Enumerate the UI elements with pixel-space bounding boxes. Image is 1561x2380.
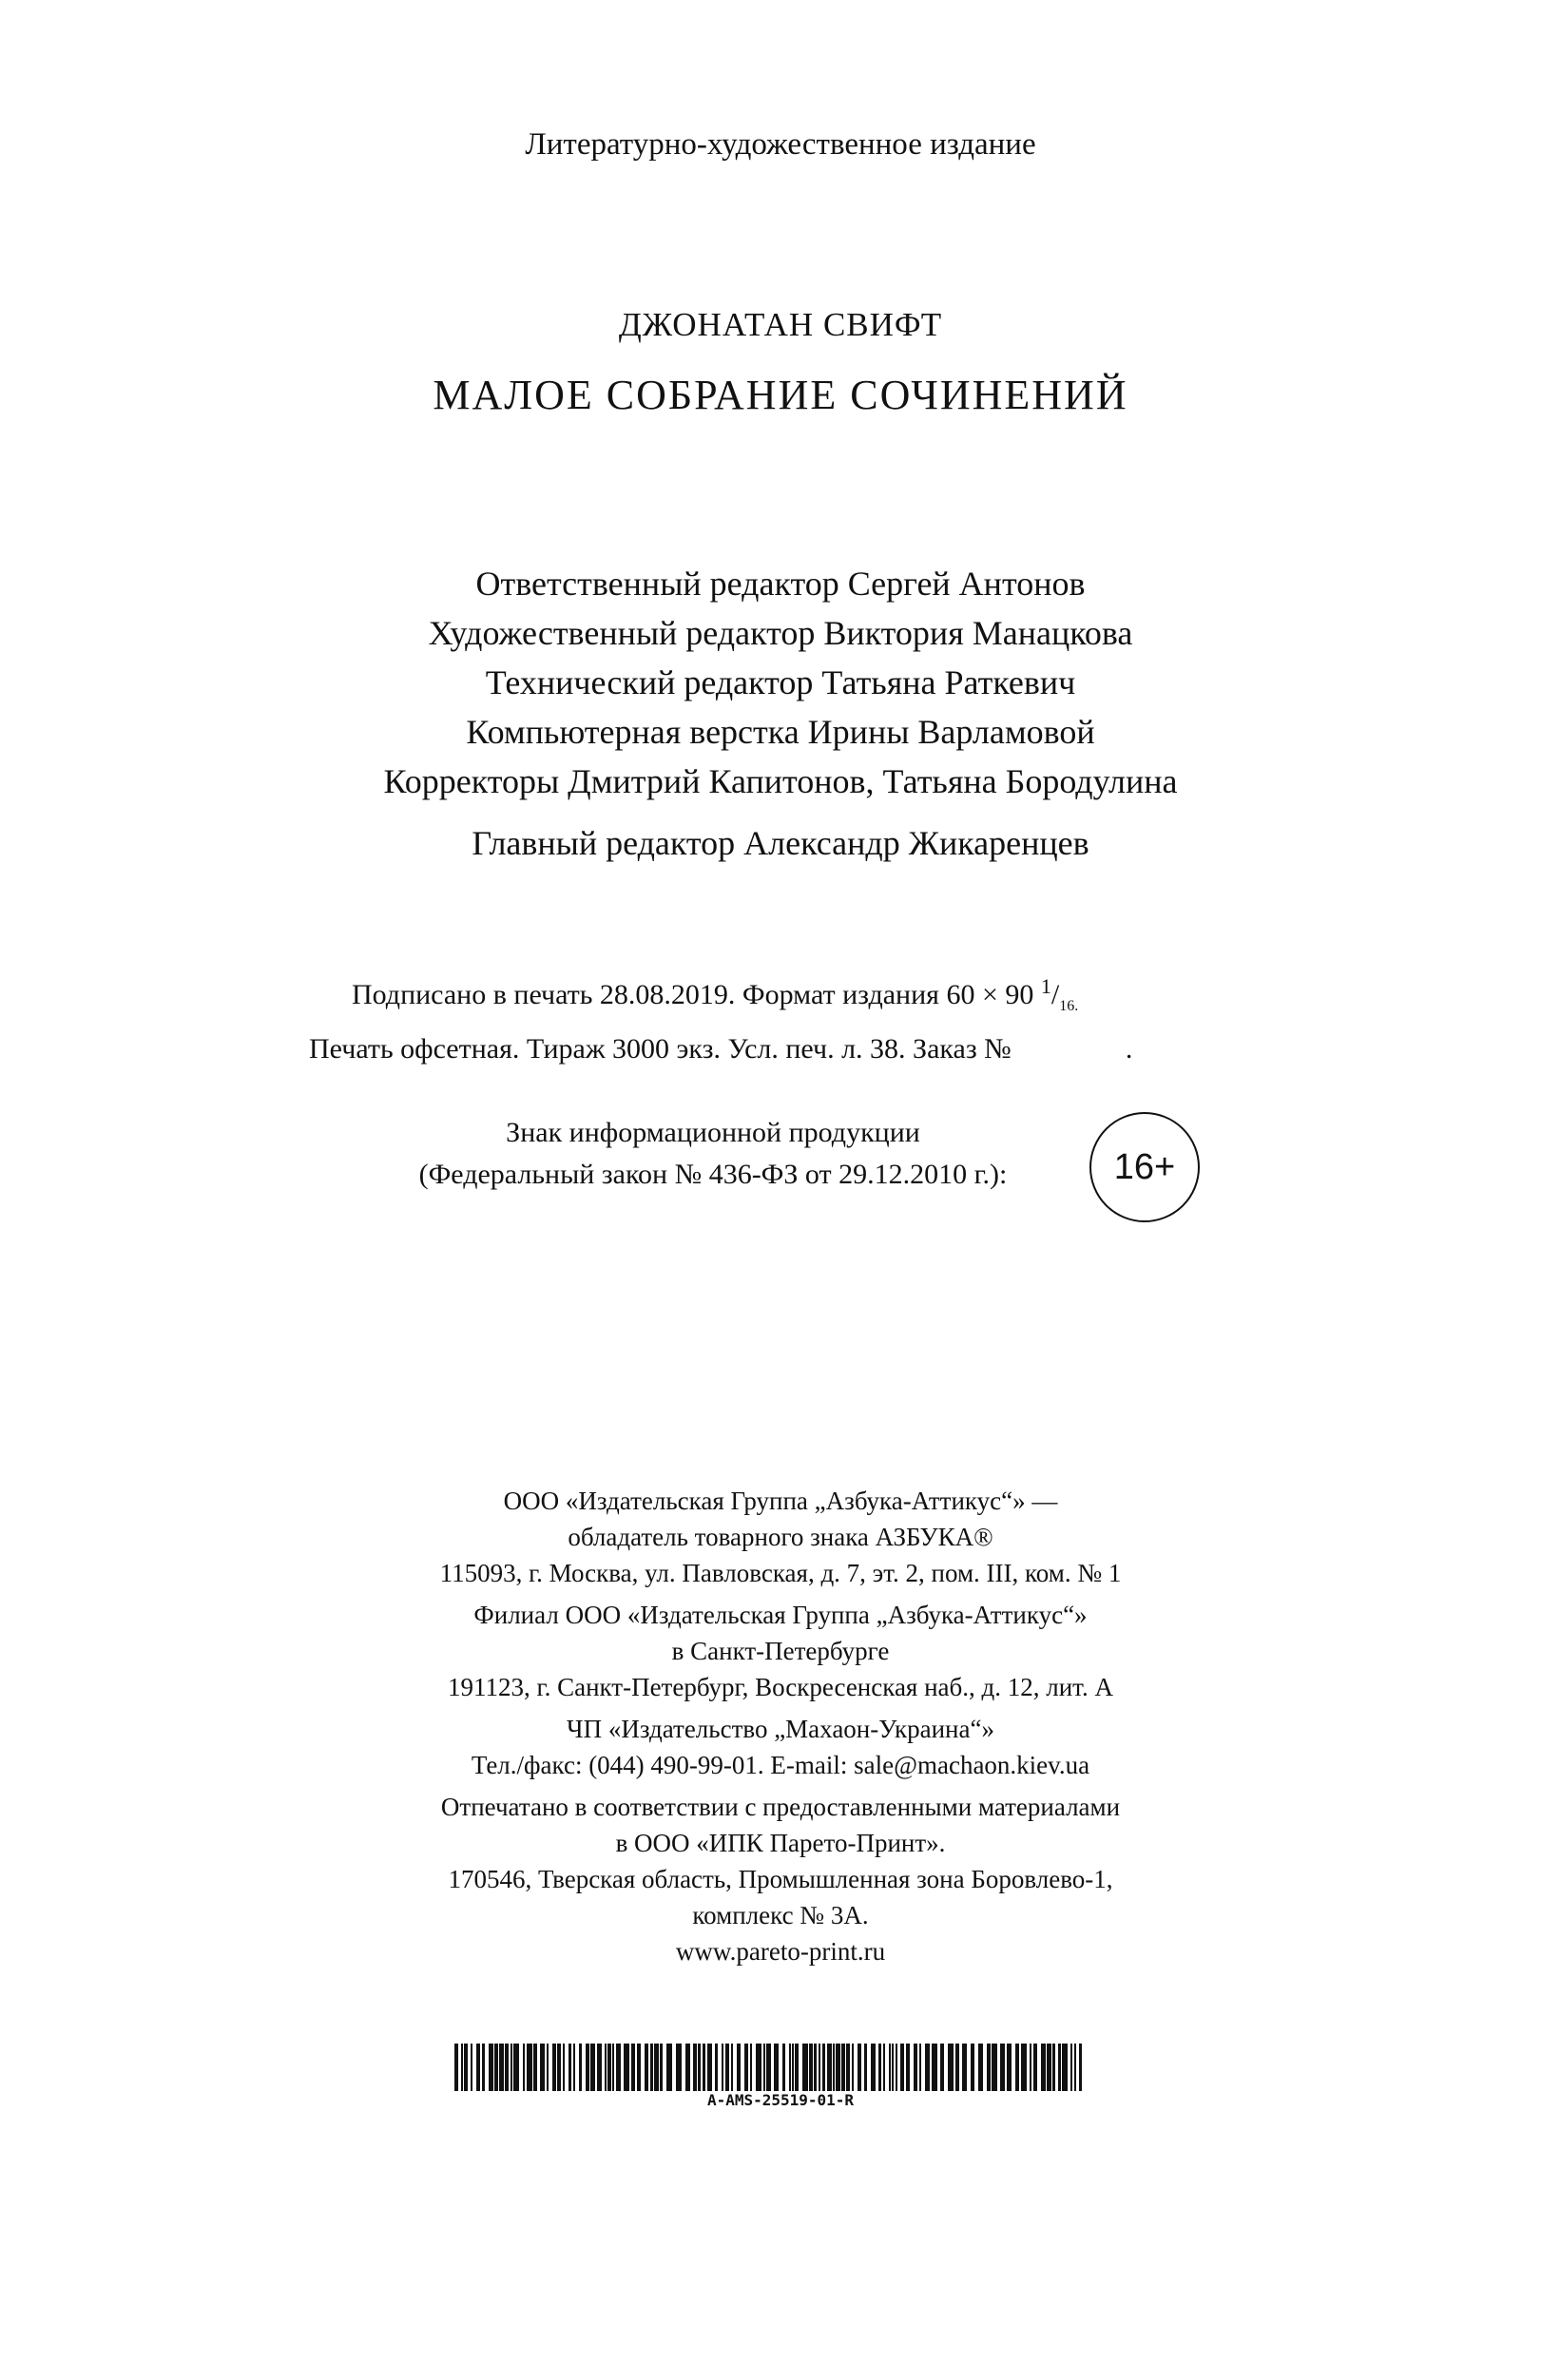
barcode-bar	[607, 2044, 611, 2091]
barcode-bar	[782, 2044, 785, 2091]
barcode-bar	[616, 2044, 621, 2091]
format-numerator: 1	[1040, 974, 1051, 998]
printer-line: Отпечатано в соответствии с предоставленными материалами	[440, 1793, 1121, 1821]
barcode-bar	[992, 2044, 997, 2091]
credit-proofreaders: Корректоры Дмитрий Капитонов, Татьяна Бородулина	[383, 762, 1178, 800]
barcode-bar	[852, 2044, 854, 2091]
book-title	[0, 371, 1561, 419]
barcode-bar	[573, 2044, 575, 2091]
barcode-bar	[605, 2044, 607, 2091]
barcode-bar	[1041, 2044, 1046, 2091]
barcode-bar	[833, 2044, 835, 2091]
barcode-bar	[1047, 2044, 1051, 2091]
barcode-bar	[892, 2044, 894, 2091]
barcode-bar	[814, 2044, 817, 2091]
barcode-bar	[631, 2044, 635, 2091]
branch-line: в Санкт-Петербурге	[671, 1637, 890, 1665]
barcode-bar	[864, 2044, 867, 2091]
format-denominator: 16	[1059, 998, 1075, 1014]
imprint-print-end: .	[1125, 1033, 1133, 1065]
barcode-bar	[795, 2044, 799, 2091]
barcode-bar	[789, 2044, 791, 2091]
barcode-bar	[586, 2044, 589, 2091]
barcode-bar	[612, 2044, 614, 2091]
barcode-bar	[1033, 2044, 1037, 2091]
barcode-bar	[1021, 2044, 1027, 2091]
imprint-block	[0, 965, 1561, 1070]
barcode-bar	[919, 2044, 921, 2091]
barcode-bar	[666, 2044, 672, 2091]
barcode-bar	[756, 2044, 761, 2091]
barcode-bar	[685, 2044, 690, 2091]
barcode-bar	[476, 2044, 480, 2091]
printer-website: www.pareto-print.ru	[675, 1937, 886, 1966]
printer-address: комплекс № 3А.	[692, 1901, 869, 1929]
barcode-bar	[955, 2044, 959, 2091]
age-rating-badge	[1089, 1112, 1200, 1222]
barcode-bar	[494, 2044, 498, 2091]
ukraine-contacts: Тел./факс: (044) 490-99-01. E-mail: sale@machaon.kiev.ua	[471, 1751, 1090, 1779]
barcode-bar	[511, 2044, 512, 2091]
printer-address: 170546, Тверская область, Промышленная зона Боровлево-1,	[448, 1865, 1113, 1893]
barcode-bar	[540, 2044, 545, 2091]
barcode-bar	[827, 2044, 832, 2091]
barcode-bar	[547, 2044, 549, 2091]
publisher-line: ООО «Издательская Группа „Азбука-Аттикус“» —	[503, 1487, 1058, 1515]
barcode-bar	[925, 2044, 930, 2091]
book-title-text: МАЛОЕ СОБРАНИЕ СОЧИНЕНИЙ	[433, 372, 1128, 418]
credit-art-editor: Художественный редактор Виктория Манацкова	[428, 614, 1133, 652]
barcode-bar	[454, 2044, 458, 2091]
barcode-bar	[883, 2044, 885, 2091]
age-rating-block	[0, 1112, 1561, 1226]
barcode-bar	[1007, 2044, 1012, 2091]
barcode-bar	[1058, 2044, 1061, 2091]
barcode-bar	[1070, 2044, 1072, 2091]
barcode-bar	[763, 2044, 765, 2091]
barcode-bar	[750, 2044, 752, 2091]
barcode-bar	[707, 2044, 712, 2091]
barcode-bar	[597, 2044, 602, 2091]
barcode-bar	[822, 2044, 825, 2091]
barcode-bar	[722, 2044, 723, 2091]
barcode-bar	[871, 2044, 876, 2091]
barcode-bar	[858, 2044, 861, 2091]
barcode-bar	[731, 2044, 733, 2091]
barcode-bar	[802, 2044, 808, 2091]
barcode-bar	[932, 2044, 937, 2091]
barcode-bar	[563, 2044, 565, 2091]
barcode-bar	[836, 2044, 840, 2091]
barcode-bar	[900, 2044, 904, 2091]
chief-editor-text: Главный редактор Александр Жикаренцев	[472, 824, 1089, 862]
barcode-bar	[715, 2044, 718, 2091]
barcode-bar	[523, 2044, 525, 2091]
barcode-bar	[693, 2044, 697, 2091]
barcode-bar	[703, 2044, 705, 2091]
barcode-bar	[513, 2044, 519, 2091]
barcode-bar	[774, 2044, 779, 2091]
barcode-bar	[590, 2044, 595, 2091]
age-rating-label-line1: Знак информационной продукции	[506, 1117, 920, 1148]
edition-type-text: Литературно-художественное издание	[525, 127, 1036, 162]
barcode	[454, 2044, 1088, 2091]
barcode-bar	[978, 2044, 983, 2091]
chief-editor	[0, 823, 1561, 863]
branch-address: 191123, г. Санкт-Петербург, Воскресенская наб., д. 12, лит. А	[448, 1673, 1113, 1701]
barcode-bar	[914, 2044, 917, 2091]
credit-technical-editor: Технический редактор Татьяна Раткевич	[485, 663, 1076, 701]
edition-type	[0, 127, 1561, 163]
barcode-bar	[725, 2044, 729, 2091]
barcode-bar	[948, 2044, 954, 2091]
barcode-bar	[650, 2044, 653, 2091]
barcode-bar	[1062, 2044, 1068, 2091]
age-rating-value: 16+	[1113, 1146, 1176, 1187]
publisher-block	[0, 1483, 1561, 1969]
barcode-bar	[557, 2044, 561, 2091]
barcode-bar	[1030, 2044, 1031, 2091]
barcode-bar	[489, 2044, 493, 2091]
barcode-bar	[878, 2044, 881, 2091]
credit-layout: Компьютерная верстка Ирины Варламовой	[466, 713, 1095, 751]
barcode-bar	[841, 2044, 845, 2091]
age-rating-label-line2: (Федеральный закон № 436-ФЗ от 29.12.2010 г.):	[418, 1159, 1008, 1190]
imprint-print-text: Печать офсетная. Тираж 3000 экз. Усл. печ. л. 38. Заказ №	[309, 1033, 1012, 1065]
barcode-bar	[660, 2044, 663, 2091]
barcode-bar	[637, 2044, 641, 2091]
imprint-print-line	[309, 1027, 1260, 1070]
barcode-bar	[987, 2044, 991, 2091]
barcode-bar	[896, 2044, 897, 2091]
imprint-signed-text: Подписано в печать 28.08.2019. Формат издания 60 × 90	[352, 979, 1034, 1010]
author-name	[0, 306, 1561, 344]
publisher-address: 115093, г. Москва, ул. Павловская, д. 7, эт. 2, пом. III, ком. № 1	[439, 1559, 1122, 1587]
barcode-bar	[819, 2044, 820, 2091]
barcode-bar	[766, 2044, 771, 2091]
age-rating-label	[352, 1112, 1074, 1196]
barcode-bar	[1052, 2044, 1055, 2091]
barcode-bar	[579, 2044, 582, 2091]
barcode-bar	[471, 2044, 472, 2091]
format-slash: /	[1050, 979, 1060, 1010]
imprint-signed-line: Подписано в печать 28.08.2019. Формат издания 60 × 90 $^1/_{16.}$	[352, 974, 1079, 1014]
credit-responsible-editor: Ответственный редактор Сергей Антонов	[475, 565, 1086, 603]
barcode-bar	[505, 2044, 509, 2091]
credits-block	[0, 559, 1561, 806]
barcode-bar	[533, 2044, 537, 2091]
barcode-bar	[962, 2044, 967, 2091]
barcode-bar	[552, 2044, 556, 2091]
barcode-bar	[1079, 2044, 1082, 2091]
barcode-bar	[744, 2044, 748, 2091]
barcode-bar	[971, 2044, 974, 2091]
barcode-graphic	[454, 2044, 1088, 2091]
barcode-bar	[482, 2044, 485, 2091]
barcode-bar	[889, 2044, 891, 2091]
barcode-caption-text: A-AMS-25519-01-R	[706, 2091, 855, 2109]
barcode-bar	[461, 2044, 463, 2091]
barcode-bar	[906, 2044, 910, 2091]
barcode-bar	[809, 2044, 813, 2091]
barcode-bar	[1015, 2044, 1019, 2091]
printer-line: в ООО «ИПК Парето-Принт».	[615, 1829, 946, 1857]
barcode-bar	[737, 2044, 741, 2091]
barcode-bar	[654, 2044, 659, 2091]
barcode-bar	[1074, 2044, 1076, 2091]
barcode-bar	[645, 2044, 648, 2091]
barcode-bar	[464, 2044, 468, 2091]
barcode-bar	[624, 2044, 629, 2091]
author-text: ДЖОНАТАН СВИФТ	[618, 306, 943, 343]
ukraine-line: ЧП «Издательство „Махаон-Украина“»	[567, 1715, 994, 1743]
barcode-bar	[499, 2044, 504, 2091]
barcode-bar	[676, 2044, 682, 2091]
barcode-bar	[569, 2044, 571, 2091]
publisher-line: обладатель товарного знака АЗБУКА®	[568, 1523, 993, 1551]
branch-line: Филиал ООО «Издательская Группа „Азбука-Аттикус“»	[473, 1601, 1088, 1629]
barcode-bar	[1000, 2044, 1005, 2091]
barcode-bar	[698, 2044, 701, 2091]
barcode-bar	[792, 2044, 794, 2091]
barcode-bar	[940, 2044, 944, 2091]
barcode-bar	[527, 2044, 532, 2091]
barcode-caption	[0, 2091, 1561, 2109]
barcode-bar	[846, 2044, 850, 2091]
